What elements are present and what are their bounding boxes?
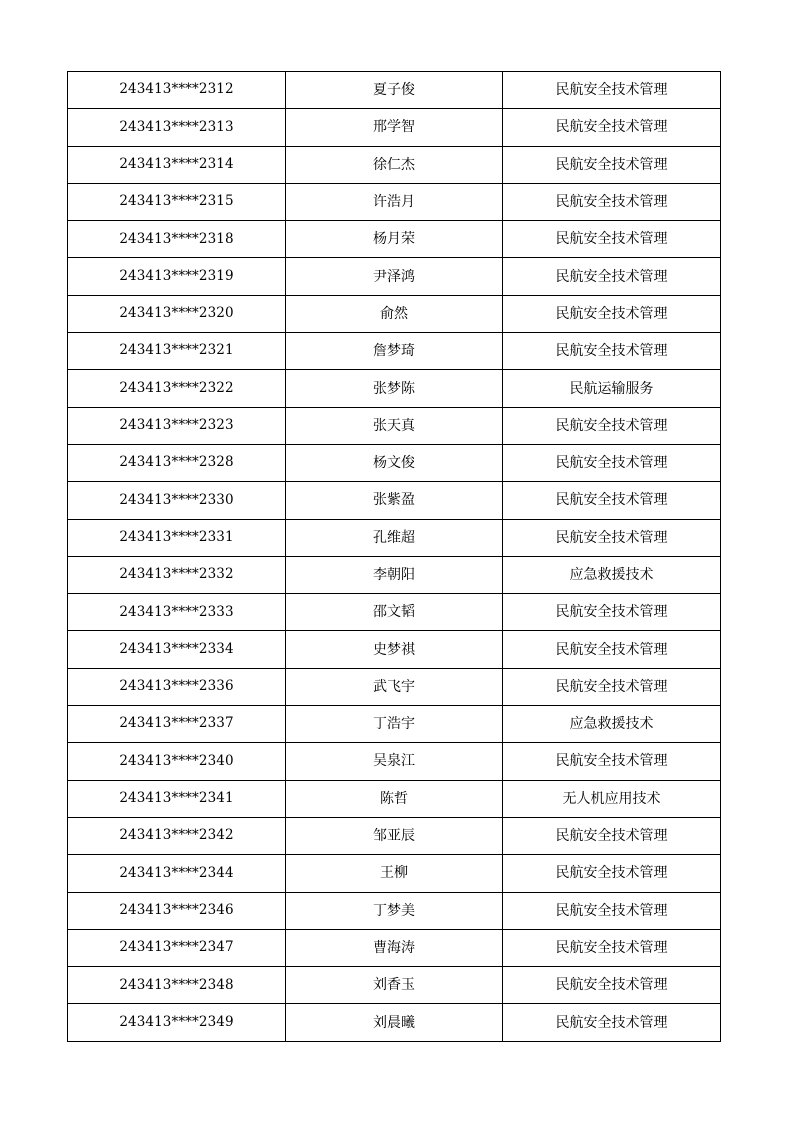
major-cell: 民航安全技术管理: [503, 482, 721, 519]
table-row: [68, 333, 721, 370]
major-cell: 民航安全技术管理: [503, 146, 721, 183]
student-id-cell: 243413****2347: [68, 929, 286, 966]
student-id-cell: 243413****2330: [68, 482, 286, 519]
student-id-cell: 243413****2312: [68, 72, 286, 109]
table-row: [68, 929, 721, 966]
major-cell: 民航安全技术管理: [503, 407, 721, 444]
major-cell: 无人机应用技术: [503, 780, 721, 817]
student-id-cell: 243413****2313: [68, 109, 286, 146]
student-name-cell: 丁浩宇: [286, 706, 503, 743]
major-cell: 民航安全技术管理: [503, 333, 721, 370]
student-name-cell: 王柳: [286, 855, 503, 892]
student-name-cell: 尹泽鸿: [286, 258, 503, 295]
major-cell: 民航安全技术管理: [503, 668, 721, 705]
student-name-cell: 刘香玉: [286, 967, 503, 1004]
student-name-cell: 张梦陈: [286, 370, 503, 407]
major-cell: 民航安全技术管理: [503, 72, 721, 109]
student-name-cell: 许浩月: [286, 183, 503, 220]
table-row: [68, 109, 721, 146]
major-cell: 民航安全技术管理: [503, 258, 721, 295]
student-name-cell: 孔维超: [286, 519, 503, 556]
student-name-cell: 詹梦琦: [286, 333, 503, 370]
student-id-cell: 243413****2333: [68, 594, 286, 631]
student-id-cell: 243413****2328: [68, 444, 286, 481]
student-id-cell: 243413****2322: [68, 370, 286, 407]
table-row: [68, 743, 721, 780]
table-row: [68, 780, 721, 817]
student-id-cell: 243413****2340: [68, 743, 286, 780]
student-name-cell: 武飞宇: [286, 668, 503, 705]
major-cell: 民航安全技术管理: [503, 743, 721, 780]
student-name-cell: 刘晨曦: [286, 1004, 503, 1041]
major-cell: 民航安全技术管理: [503, 221, 721, 258]
student-id-cell: 243413****2318: [68, 221, 286, 258]
table-row: [68, 295, 721, 332]
student-id-cell: 243413****2336: [68, 668, 286, 705]
major-cell: 民航安全技术管理: [503, 109, 721, 146]
student-id-cell: 243413****2320: [68, 295, 286, 332]
student-id-cell: 243413****2331: [68, 519, 286, 556]
student-name-cell: 夏子俊: [286, 72, 503, 109]
student-name-cell: 杨月荣: [286, 221, 503, 258]
student-id-cell: 243413****2337: [68, 706, 286, 743]
major-cell: 应急救援技术: [503, 556, 721, 593]
table-row: [68, 668, 721, 705]
student-name-cell: 吴泉江: [286, 743, 503, 780]
table-row: [68, 556, 721, 593]
student-name-cell: 李朝阳: [286, 556, 503, 593]
student-id-cell: 243413****2344: [68, 855, 286, 892]
student-id-cell: 243413****2332: [68, 556, 286, 593]
student-id-cell: 243413****2341: [68, 780, 286, 817]
major-cell: 民航安全技术管理: [503, 892, 721, 929]
student-id-cell: 243413****2348: [68, 967, 286, 1004]
table-row: [68, 444, 721, 481]
student-id-cell: 243413****2342: [68, 817, 286, 854]
roster-body: [68, 72, 721, 1042]
student-name-cell: 邹亚辰: [286, 817, 503, 854]
table-row: [68, 258, 721, 295]
student-name-cell: 张天真: [286, 407, 503, 444]
student-name-cell: 张紫盈: [286, 482, 503, 519]
major-cell: 民航安全技术管理: [503, 444, 721, 481]
student-name-cell: 杨文俊: [286, 444, 503, 481]
table-row: [68, 631, 721, 668]
major-cell: 民航安全技术管理: [503, 855, 721, 892]
student-id-cell: 243413****2319: [68, 258, 286, 295]
major-cell: 民航安全技术管理: [503, 519, 721, 556]
major-cell: 应急救援技术: [503, 706, 721, 743]
major-cell: 民航安全技术管理: [503, 631, 721, 668]
student-id-cell: 243413****2314: [68, 146, 286, 183]
student-id-cell: 243413****2315: [68, 183, 286, 220]
table-row: [68, 146, 721, 183]
table-row: [68, 183, 721, 220]
major-cell: 民航安全技术管理: [503, 967, 721, 1004]
student-name-cell: 徐仁杰: [286, 146, 503, 183]
student-id-cell: 243413****2323: [68, 407, 286, 444]
table-row: [68, 482, 721, 519]
table-row: [68, 594, 721, 631]
major-cell: 民航安全技术管理: [503, 817, 721, 854]
student-name-cell: 邢学智: [286, 109, 503, 146]
student-name-cell: 邵文韬: [286, 594, 503, 631]
table-row: [68, 967, 721, 1004]
major-cell: 民航安全技术管理: [503, 295, 721, 332]
student-name-cell: 俞然: [286, 295, 503, 332]
major-cell: 民航安全技术管理: [503, 929, 721, 966]
student-id-cell: 243413****2321: [68, 333, 286, 370]
student-name-cell: 丁梦美: [286, 892, 503, 929]
table-row: [68, 519, 721, 556]
student-id-cell: 243413****2346: [68, 892, 286, 929]
table-row: [68, 72, 721, 109]
table-row: [68, 221, 721, 258]
major-cell: 民航安全技术管理: [503, 594, 721, 631]
student-roster-table: [67, 71, 721, 1042]
student-name-cell: 史梦祺: [286, 631, 503, 668]
table-row: [68, 407, 721, 444]
student-id-cell: 243413****2349: [68, 1004, 286, 1041]
student-name-cell: 曹海涛: [286, 929, 503, 966]
table-row: [68, 1004, 721, 1041]
table-row: [68, 370, 721, 407]
table-row: [68, 855, 721, 892]
student-id-cell: 243413****2334: [68, 631, 286, 668]
table-row: [68, 706, 721, 743]
major-cell: 民航安全技术管理: [503, 183, 721, 220]
table-row: [68, 817, 721, 854]
table-row: [68, 892, 721, 929]
major-cell: 民航运输服务: [503, 370, 721, 407]
student-name-cell: 陈哲: [286, 780, 503, 817]
major-cell: 民航安全技术管理: [503, 1004, 721, 1041]
